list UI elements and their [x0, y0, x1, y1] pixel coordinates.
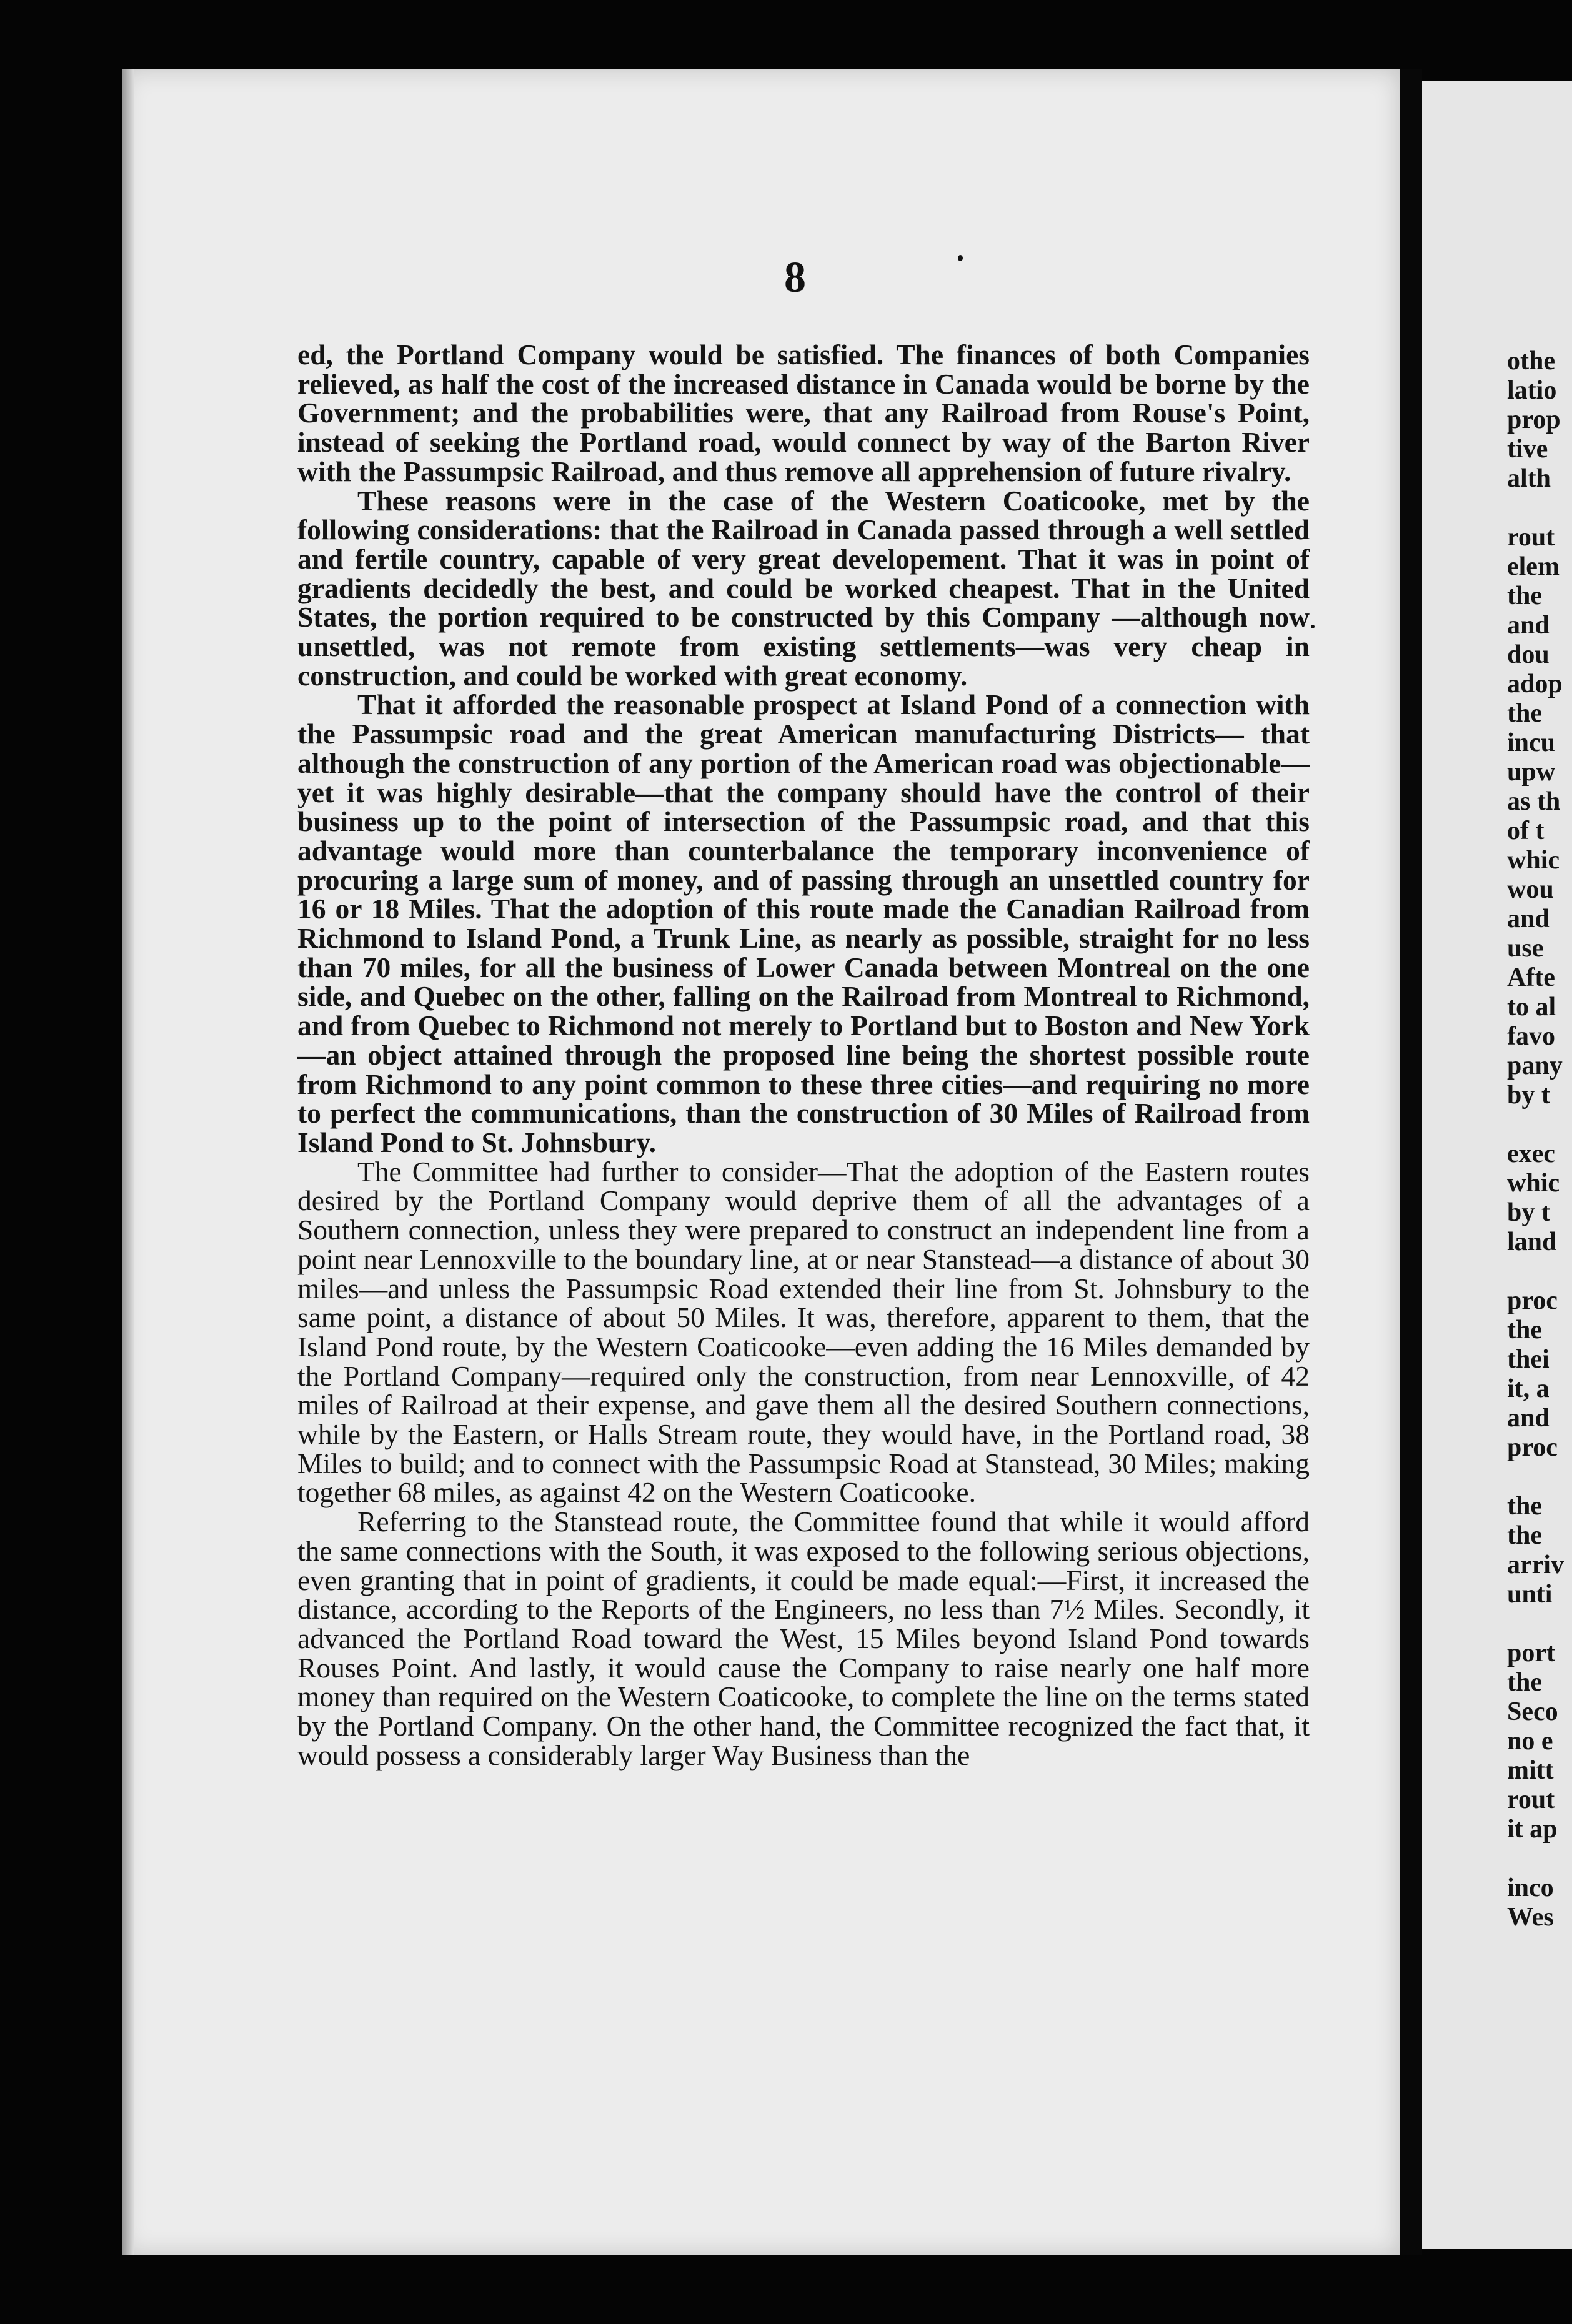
- right-page-fragment: [1507, 494, 1564, 523]
- right-page-fragment: land: [1507, 1228, 1557, 1256]
- paragraph: The Committee had further to consider—That the adoption of the Eastern routes desired by the Portland Company would deprive them of all the advantages of a Southern connection, unless they were prepared to construct an independent line from a point near Lennoxville to the boundary line, at or near Stanstead—a distance of about 30 miles—and unless the Passumpsic Road extended their line from St. Johnsbury to the same point, a distance of about 50 Miles. It was, therefore, apparent to them, that the Island Pond route, by the Western Coaticooke—even adding the 16 Miles demanded by the Portland Company—required only the construction, from near Lennoxville, of 42 miles of Railroad at their expense, and gave them all the desired Southern connections, while by the Eastern, or Halls Stream route, they would have, in the Portland road, 38 Miles to build; and to connect with the Passumpsic Road at Stanstead, 30 Miles; making together 68 miles, as against 42 on the Western Coaticooke.: [297, 1155, 1310, 1509]
- right-page-fragment: othe: [1507, 347, 1555, 375]
- main-text-block: [297, 340, 1310, 1770]
- right-page-fragment: no e: [1507, 1727, 1553, 1755]
- ink-speck: [1311, 625, 1315, 628]
- right-page-fragment: by t: [1507, 1081, 1550, 1110]
- right-page-fragment: [1507, 1609, 1564, 1639]
- right-page-fragment: use: [1507, 934, 1544, 963]
- right-page-fragment: to al: [1507, 993, 1556, 1021]
- ink-speck: [958, 255, 963, 261]
- right-page-fragment: proc: [1507, 1433, 1558, 1462]
- right-page-fragment: the: [1507, 1668, 1542, 1697]
- right-page-fragment: rout: [1507, 523, 1555, 552]
- right-page-fragment: adop: [1507, 670, 1563, 698]
- right-page-fragment: and: [1507, 611, 1550, 640]
- page-number: 8: [784, 254, 806, 302]
- right-page-fragment: and: [1507, 905, 1550, 933]
- right-page-fragment: proc: [1507, 1286, 1558, 1315]
- right-page-fragment: of t: [1507, 817, 1545, 845]
- right-page-fragment: Afte: [1507, 963, 1555, 992]
- right-page-fragment: [1507, 1257, 1564, 1286]
- right-page-fragment: prop: [1507, 405, 1561, 434]
- paragraph: These reasons were in the case of the Western Coaticooke, met by the following considerations: that the Railroad in Canada passed through a well settled and fertile country, capable of very great developement. That it was in point of gradients decidedly the best, and could be worked cheapest. That in the United States, the portion required to be constructed by this Company —although now unsettled, was not remote from existing settlements—was very cheap in construction, and could be worked with great economy.: [297, 484, 1310, 692]
- paragraph: Referring to the Stanstead route, the Committee found that while it would afford the same connections with the South, it was exposed to the following serious objections, even granting that in point of gradients, it could be made equal:—First, it increased the distance, according to the Reports of the Engineers, no less than 7½ Miles. Secondly, it advanced the Portland Road toward the West, 15 Miles beyond Island Pond towards Rouses Point. And lastly, it would cause the Company to raise nearly one half more money than required on the Western Coaticooke, to complete the line on the terms stated by the Portland Company. On the other hand, the Committee recognized the fact that, it would possess a considerably larger Way Business than the: [297, 1506, 1310, 1771]
- right-page-fragment: Wes: [1507, 1903, 1554, 1932]
- paragraph: ed, the Portland Company would be satisfied. The finances of both Companies relieved, as half the cost of the increased distance in Canada would be borne by the Government; and the probabilities were, that any Railroad from Rouse's Point, instead of seeking the Portland road, would connect by way of the Barton River with the Passumpsic Railroad, and thus remove all apprehension of future rivalry.: [297, 339, 1310, 487]
- right-page-fragment: by t: [1507, 1198, 1550, 1227]
- right-page-fragment: incu: [1507, 728, 1556, 757]
- right-page-fragment: elem: [1507, 552, 1560, 581]
- paragraph: That it afforded the reasonable prospect at Island Pond of a connection with the Passumpsic road and the great American manufacturing Districts— that although the construction of any portion of the American road was objectionable—yet it was highly desirable—that the company should have the control of their business up to the point of intersection of the Passumpsic road, and that this advantage would more than counterbalance the temporary inconvenience of procuring a large sum of money, and of passing through an unsettled country for 16 or 18 Miles. That the adoption of this route made the Canadian Railroad from Richmond to Island Pond, a Trunk Line, as nearly as possible, straight for no less than 70 miles, for all the business of Lower Canada between Montreal on the one side, and Quebec on the other, falling on the Railroad from Montreal to Richmond, and from Quebec to Richmond not merely to Portland but to Boston and New York—an object attained through the proposed line being the shortest possible route from Richmond to any point common to these three cities—and requiring no more to perfect the communications, than the construction of 30 Miles of Railroad from Island Pond to St. Johnsbury.: [297, 688, 1310, 1158]
- right-page-fragment: the: [1507, 1316, 1542, 1344]
- right-page-fragment: the: [1507, 699, 1542, 728]
- right-page-fragment: exec: [1507, 1140, 1555, 1168]
- right-page-fragment: [1507, 1462, 1564, 1492]
- right-page-fragment: Seco: [1507, 1697, 1558, 1726]
- right-page-fragment: latio: [1507, 376, 1557, 405]
- right-page-fragment: alth: [1507, 464, 1551, 493]
- right-page-fragment: as th: [1507, 787, 1561, 816]
- right-page-fragment: it ap: [1507, 1815, 1558, 1844]
- right-page-fragment: arriv: [1507, 1551, 1564, 1579]
- right-page-fragment: thei: [1507, 1345, 1550, 1374]
- right-page-fragment: inco: [1507, 1874, 1554, 1902]
- right-page-fragment: [1507, 1110, 1564, 1140]
- right-page-fragment: the: [1507, 582, 1542, 610]
- right-page-fragment: and: [1507, 1404, 1550, 1433]
- right-page-fragment: [1507, 1844, 1564, 1874]
- right-page-fragment: the: [1507, 1492, 1542, 1521]
- right-page-fragment: dou: [1507, 640, 1550, 669]
- right-page-fragment: pany: [1507, 1051, 1563, 1080]
- right-page-fragment: rout: [1507, 1785, 1555, 1814]
- right-page-fragment: mitt: [1507, 1756, 1554, 1785]
- right-page-fragment: it, a: [1507, 1374, 1550, 1403]
- right-page-fragment: favo: [1507, 1022, 1555, 1051]
- right-page-text-fragments: [1507, 347, 1564, 1932]
- right-page-fragment: whic: [1507, 1169, 1560, 1198]
- book-gutter: [1400, 69, 1422, 2255]
- right-page-fragment: tive: [1507, 435, 1548, 464]
- right-page-fragment: unti: [1507, 1580, 1553, 1609]
- right-page-fragment: port: [1507, 1639, 1555, 1667]
- page-edge-shadow: [122, 69, 134, 2255]
- right-page-fragment: upw: [1507, 758, 1556, 787]
- right-page-fragment: wou: [1507, 875, 1554, 904]
- right-page-fragment: whic: [1507, 846, 1560, 875]
- right-page-fragment: the: [1507, 1521, 1542, 1550]
